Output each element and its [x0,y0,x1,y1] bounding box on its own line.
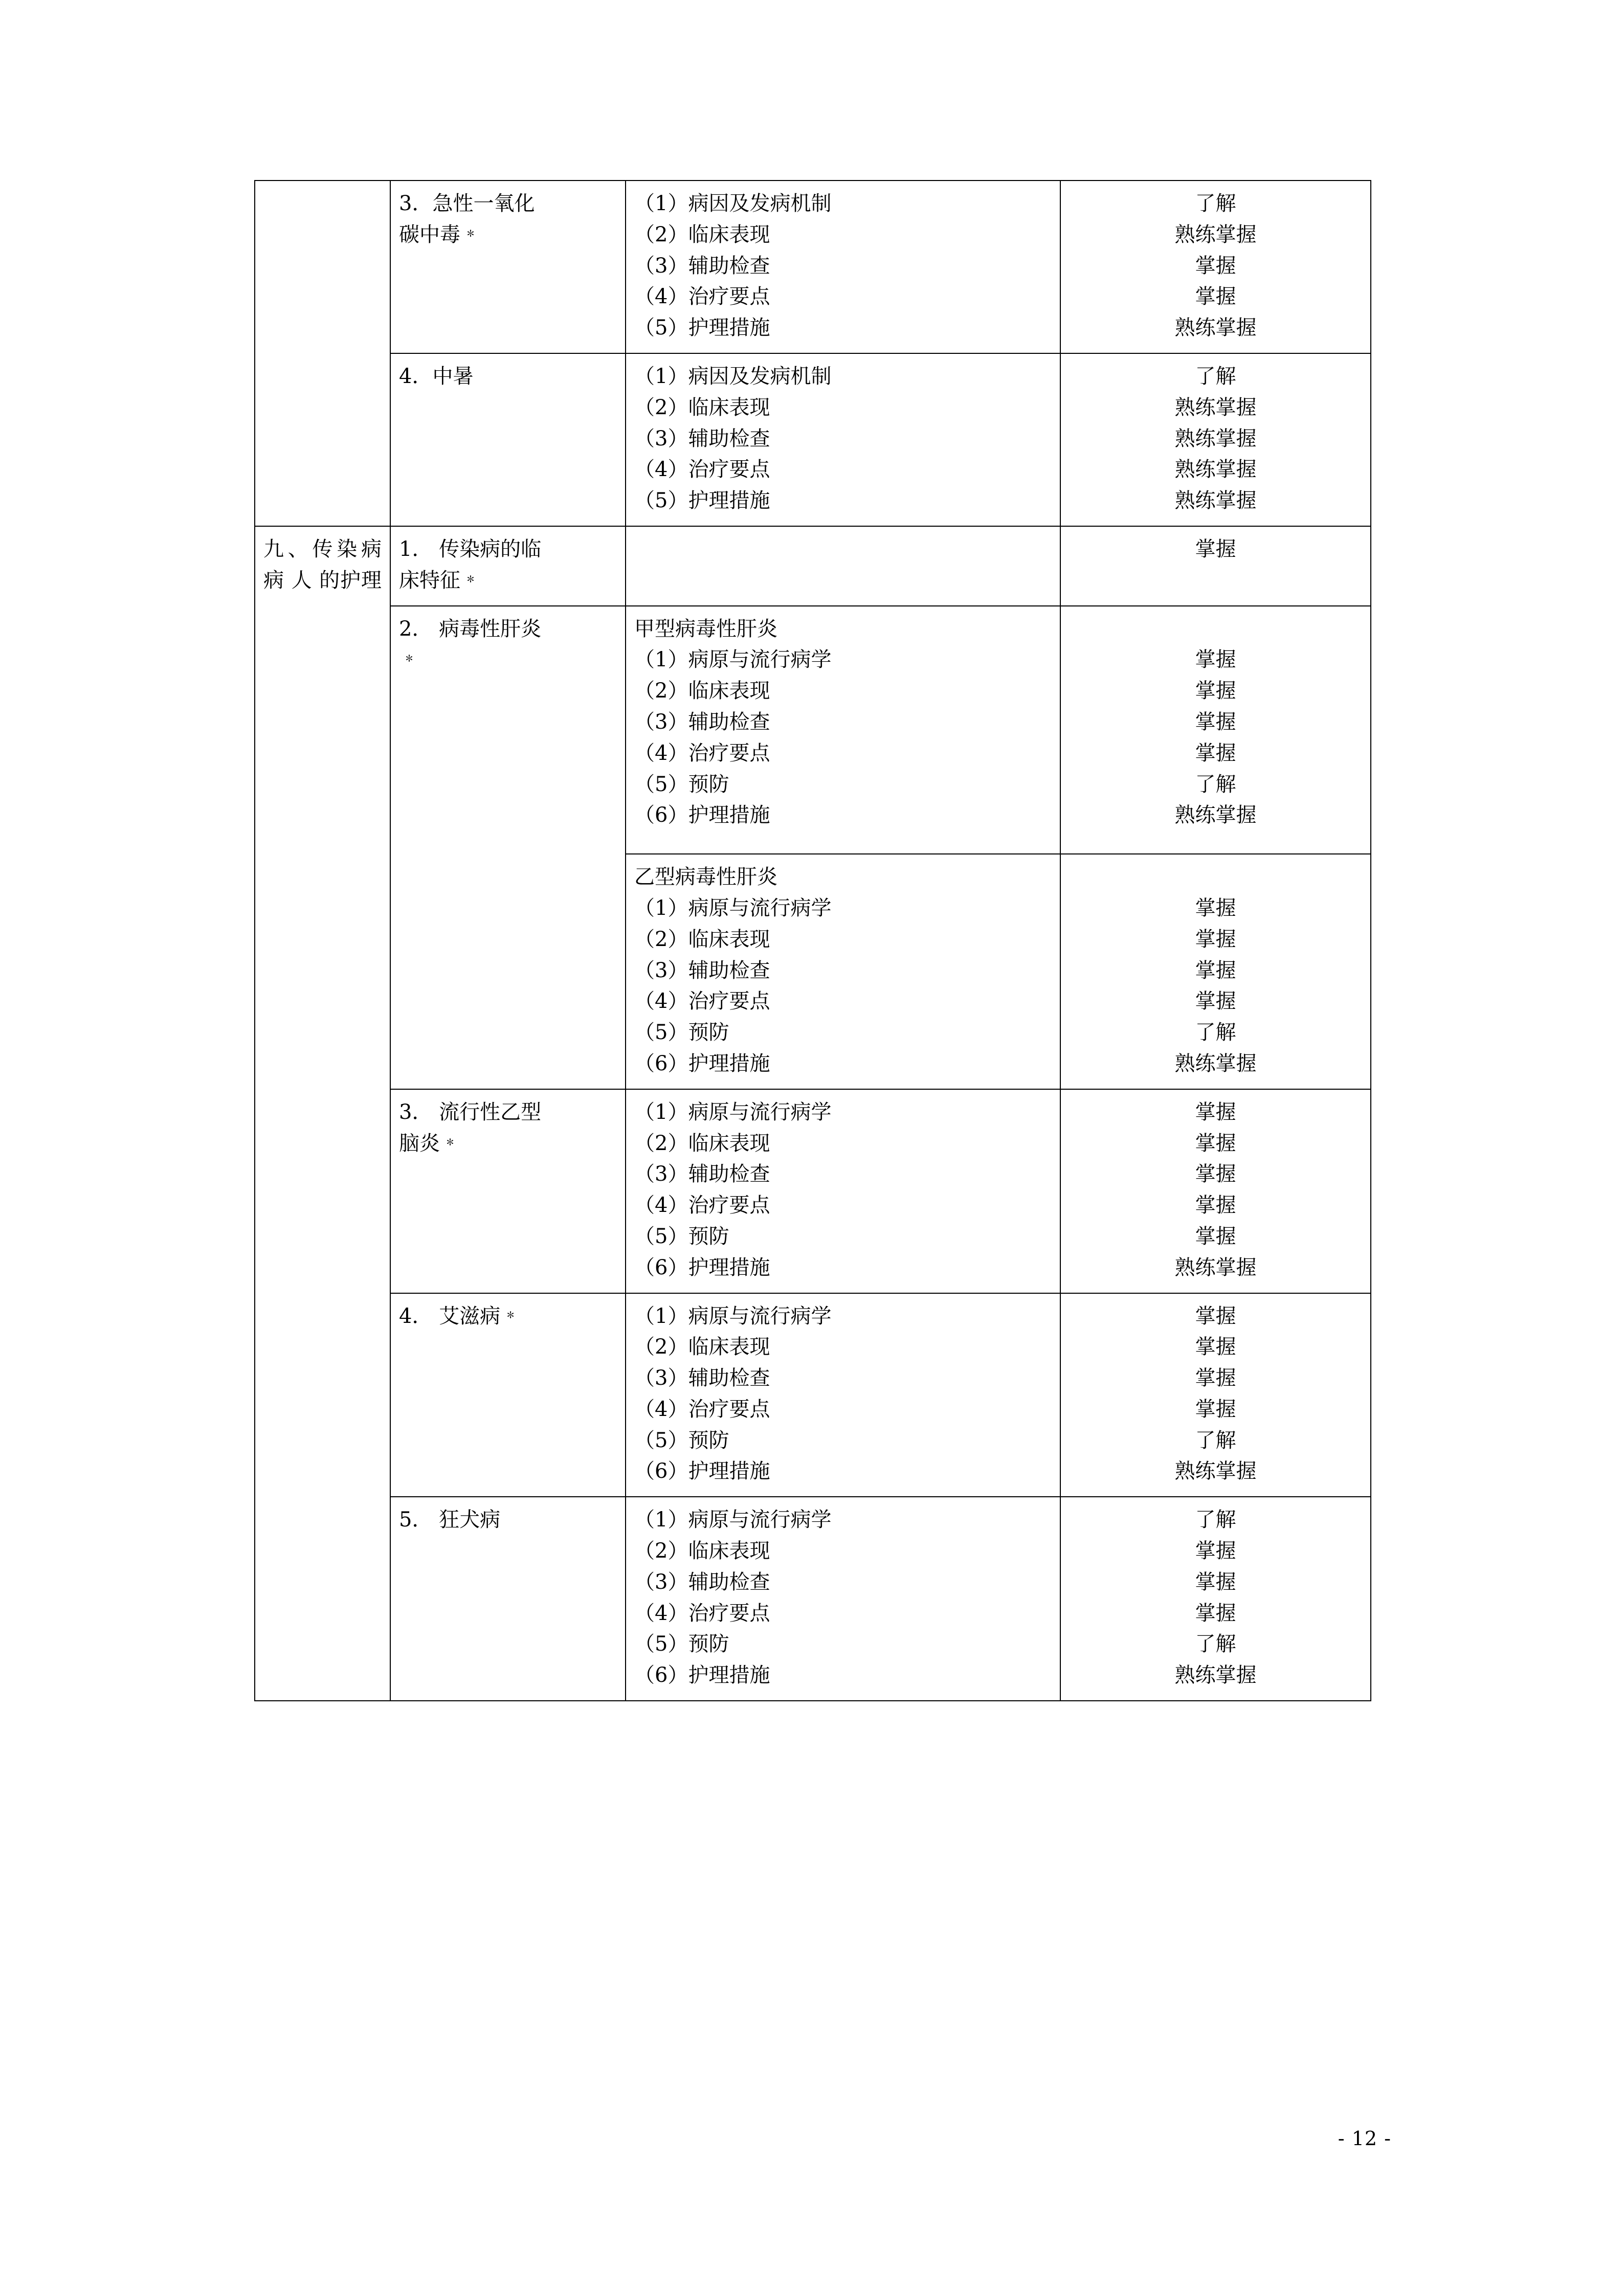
table-row [255,1089,1371,1293]
item-label: （5）预防 [634,1632,729,1656]
table-row [255,181,1371,353]
item-label: （6）护理措施 [634,803,770,827]
level-list-cell [1060,1497,1371,1701]
item-label: （1）病原与流行病学 [634,648,832,672]
item-label: （1）病原与流行病学 [634,1100,832,1124]
item-label: （5）护理措施 [634,489,770,513]
item-label: （4）治疗要点 [634,989,770,1014]
topic-cell [390,1089,626,1293]
level-label: 掌握 [1195,1539,1236,1563]
level-label: 了解 [1195,364,1236,388]
level-label: 掌握 [1195,927,1236,951]
topic-line: 脑炎﹡ [399,1131,460,1155]
level-list-cell [1060,1293,1371,1497]
level-label: 熟练掌握 [1174,1663,1257,1687]
level-label: 熟练掌握 [1174,1459,1257,1483]
topic-line: 床特征﹡ [399,568,481,592]
level-label: 掌握 [1195,1601,1236,1625]
item-label: （2）临床表现 [634,222,770,246]
level-label: 了解 [1195,1021,1236,1045]
level-label: 掌握 [1195,1100,1236,1124]
level-label: 掌握 [1195,1131,1236,1155]
level-label: 熟练掌握 [1174,426,1257,451]
item-label: （4）治疗要点 [634,1194,770,1218]
item-list-cell [626,181,1060,353]
topic-line: 碳中毒﹡ [399,222,481,246]
item-label: （4）治疗要点 [634,1601,770,1625]
level-label: 熟练掌握 [1174,222,1257,246]
item-label: （1）病原与流行病学 [634,1508,832,1532]
topic-line: 3． 流行性乙型 [399,1100,542,1124]
item-list-cell [626,1497,1060,1701]
item-label: （1）病原与流行病学 [634,896,832,920]
item-label: （6）护理措施 [634,1051,770,1075]
item-label: （3）辅助检查 [634,958,770,982]
item-label: （2）临床表现 [634,1335,770,1359]
table-row [255,526,1371,606]
item-list-cell [626,1293,1060,1497]
table-row [255,1497,1371,1701]
topic-cell [390,606,626,1089]
level-label: 掌握 [1195,710,1236,734]
item-list-cell [626,1089,1060,1293]
level-label: 了解 [1195,772,1236,796]
item-label: （6）护理措施 [634,1459,770,1483]
level-label: 了解 [1195,192,1236,215]
level-label: 熟练掌握 [1174,458,1257,482]
level-label: 掌握 [1195,1335,1236,1359]
item-label: （5）护理措施 [634,316,770,340]
level-label: 掌握 [1195,537,1236,561]
item-label [634,534,1052,565]
item-label: （2）临床表现 [634,1131,770,1155]
item-label: （3）辅助检查 [634,1162,770,1186]
level-list-cell [1060,606,1371,854]
topic-cell [390,1497,626,1701]
level-label: 掌握 [1195,989,1236,1014]
level-label: 掌握 [1195,741,1236,765]
topic-cell [390,353,626,526]
level-list-cell [1060,1089,1371,1293]
spacer [634,831,1052,844]
level-label: 掌握 [1195,1304,1236,1328]
item-label: （2）临床表现 [634,679,770,703]
subgroup-heading: 甲型病毒性肝炎 [634,617,777,641]
topic-line: 1． 传染病的临 [399,537,542,561]
level-label: 熟练掌握 [1174,1051,1257,1075]
category-cell [255,526,390,1701]
syllabus-table [254,180,1371,1701]
topic-cell [390,1293,626,1497]
level-label: 了解 [1195,1508,1236,1532]
item-list-cell [626,526,1060,606]
item-label: （5）预防 [634,1428,729,1452]
item-label: （5）预防 [634,1224,729,1248]
topic-cell [390,181,626,353]
level-label: 熟练掌握 [1174,1255,1257,1279]
topic-line: 2． 病毒性肝炎 [399,617,542,641]
item-list-cell [626,606,1060,854]
table-row [255,1293,1371,1497]
level-label: 掌握 [1195,285,1236,309]
table-row [255,606,1371,854]
item-label: （6）护理措施 [634,1663,770,1687]
level-label: 熟练掌握 [1174,489,1257,513]
item-list-cell [626,353,1060,526]
level-label: 掌握 [1195,1162,1236,1186]
item-label: （5）预防 [634,1021,729,1045]
item-label: （3）辅助检查 [634,426,770,451]
level-label: 掌握 [1195,1570,1236,1594]
level-label: 熟练掌握 [1174,803,1257,827]
level-label: 掌握 [1195,1366,1236,1390]
item-label: （3）辅助检查 [634,1570,770,1594]
subgroup-heading: 乙型病毒性肝炎 [634,865,777,889]
item-label: （3）辅助检查 [634,1366,770,1390]
level-label: 掌握 [1195,1224,1236,1248]
page-number: - 12 - [1338,2127,1391,2150]
topic-line: 4． 艾滋病﹡ [399,1304,521,1328]
item-label: （3）辅助检查 [634,254,770,278]
item-label: （2）临床表现 [634,1539,770,1563]
level-label: 掌握 [1195,958,1236,982]
level-list-cell [1060,353,1371,526]
spacer [1069,831,1362,844]
category-label: 九、传染病 病 人 的护理 [263,537,382,592]
level-label: 了解 [1195,1428,1236,1452]
topic-line: 5． 狂犬病 [399,1508,501,1532]
level-label: 熟练掌握 [1174,316,1257,340]
level-placeholder [1069,862,1362,893]
level-label: 熟练掌握 [1174,395,1257,419]
level-list-cell [1060,181,1371,353]
level-placeholder [1069,614,1362,645]
topic-cell [390,526,626,606]
topic-line: 4．中暑 [399,364,474,388]
level-label: 掌握 [1195,254,1236,278]
level-label: 了解 [1195,1632,1236,1656]
item-label: （4）治疗要点 [634,285,770,309]
item-label: （2）临床表现 [634,927,770,951]
item-label: （4）治疗要点 [634,458,770,482]
level-list-cell [1060,854,1371,1089]
item-list-cell [626,854,1060,1089]
topic-line: 3．急性一氧化 [399,192,535,215]
level-label: 掌握 [1195,896,1236,920]
table-row [255,353,1371,526]
level-label: 掌握 [1195,1194,1236,1218]
item-label: （1）病因及发病机制 [634,364,832,388]
category-cell [255,181,390,526]
level-list-cell [1060,526,1371,606]
item-label: （2）临床表现 [634,395,770,419]
item-label: （3）辅助检查 [634,710,770,734]
level-label: 掌握 [1195,648,1236,672]
item-label: （1）病原与流行病学 [634,1304,832,1328]
item-label: （4）治疗要点 [634,741,770,765]
item-label: （1）病因及发病机制 [634,192,832,215]
level-label: 掌握 [1195,679,1236,703]
item-label: （4）治疗要点 [634,1397,770,1421]
item-label: （5）预防 [634,772,729,796]
topic-line: ﹡ [399,648,419,672]
item-label: （6）护理措施 [634,1255,770,1279]
level-label: 掌握 [1195,1397,1236,1421]
